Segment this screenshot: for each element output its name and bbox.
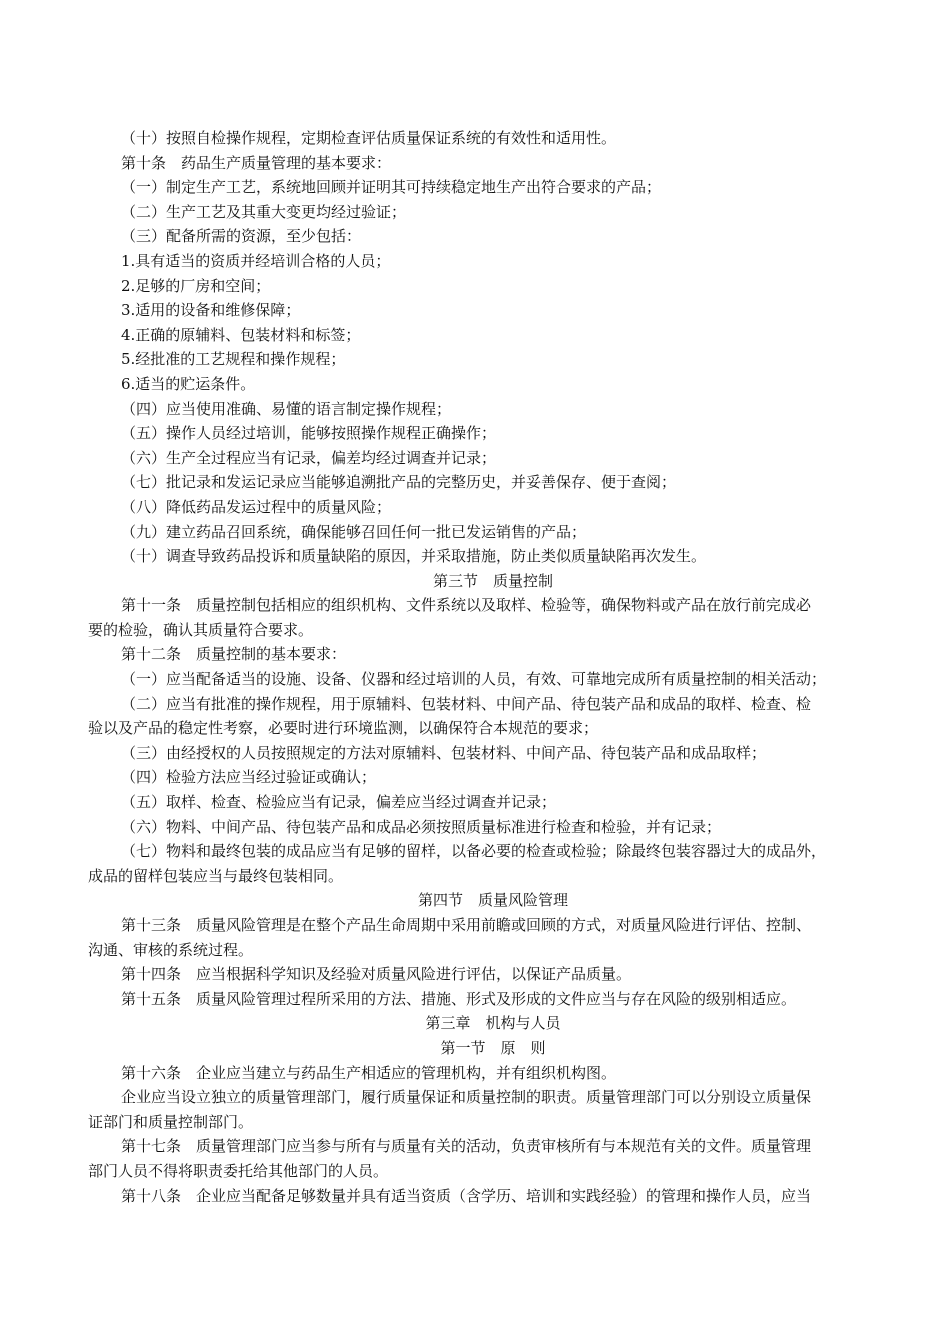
text-line: 1.具有适当的资质并经培训合格的人员； — [121, 251, 391, 270]
text-line: 证部门和质量控制部门。 — [88, 1112, 254, 1131]
text-line: 第十六条 企业应当建立与药品生产相适应的管理机构，并有组织机构图。 — [121, 1063, 617, 1082]
text-line: 第十七条 质量管理部门应当参与所有与质量有关的活动，负责审核所有与本规范有关的文件。质量管理 — [121, 1137, 812, 1156]
text-line: （五）操作人员经过培训，能够按照操作规程正确操作； — [121, 424, 497, 443]
section-heading: 第四节 质量风险管理 — [417, 891, 568, 910]
text-line: 第十二条 质量控制的基本要求： — [121, 645, 347, 664]
text-line: 沟通、审核的系统过程。 — [88, 940, 254, 959]
text-line: 第十三条 质量风险管理是在整个产品生命周期中采用前瞻或回顾的方式，对质量风险进行评估、控制、 — [121, 916, 812, 934]
text-line: 2.足够的厂房和空间； — [121, 276, 271, 295]
text-line: （一）应当配备适当的设施、设备、仪器和经过培训的人员，有效、可靠地完成所有质量控制的相关活动； — [121, 670, 827, 689]
text-line: 部门人员不得将职责委托给其他部门的人员。 — [88, 1161, 389, 1180]
text-line: 企业应当设立独立的质量管理部门，履行质量保证和质量控制的职责。质量管理部门可以分别设立质量保 — [121, 1088, 812, 1107]
text-line: （十）调查导致药品投诉和质量缺陷的原因，并采取措施，防止类似质量缺陷再次发生。 — [121, 547, 707, 566]
section-heading: 第三章 机构与人员 — [425, 1014, 561, 1033]
text-line: （八）降低药品发运过程中的质量风险； — [121, 497, 392, 516]
text-line: （十）按照自检操作规程，定期检查评估质量保证系统的有效性和适用性。 — [121, 129, 617, 147]
text-line: （九）建立药品召回系统，确保能够召回任何一批已发运销售的产品； — [121, 522, 587, 541]
text-line: 第十四条 应当根据科学知识及经验对质量风险进行评估，以保证产品质量。 — [121, 965, 632, 984]
text-line: （三）配备所需的资源，至少包括： — [121, 227, 362, 246]
text-line: 要的检验，确认其质量符合要求。 — [88, 620, 314, 639]
text-line: （二）生产工艺及其重大变更均经过验证； — [121, 202, 407, 221]
text-line: （四）检验方法应当经过验证或确认； — [121, 768, 377, 787]
text-line: （二）应当有批准的操作规程，用于原辅料、包装材料、中间产品、待包装产品和成品的取样、检查、检 — [121, 694, 812, 713]
text-line: （七）批记录和发运记录应当能够追溯批产品的完整历史，并妥善保存、便于查阅； — [121, 473, 677, 492]
document-page — [88, 126, 898, 1208]
text-line: 第十五条 质量风险管理过程所采用的方法、措施、形式及形成的文件应当与存在风险的级别相适应。 — [121, 989, 797, 1008]
text-line: 第十条 药品生产质量管理的基本要求： — [121, 153, 392, 172]
text-line: 成品的留样包装应当与最终包装相同。 — [88, 866, 344, 885]
text-line: （六）物料、中间产品、待包装产品和成品必须按照质量标准进行检查和检验，并有记录； — [121, 817, 722, 836]
text-line: （六）生产全过程应当有记录，偏差均经过调查并记录； — [121, 448, 497, 467]
text-line: 验以及产品的稳定性考察，必要时进行环境监测，以确保符合本规范的要求； — [88, 719, 599, 738]
section-heading: 第三节 质量控制 — [432, 571, 553, 590]
text-line: （五）取样、检查、检验应当有记录，偏差应当经过调查并记录； — [121, 793, 557, 812]
text-line: 6.适当的贮运条件。 — [121, 374, 256, 393]
text-line: 第十八条 企业应当配备足够数量并具有适当资质（含学历、培训和实践经验）的管理和操作人员，应当 — [121, 1186, 812, 1205]
text-line: （四）应当使用准确、易懂的语言制定操作规程； — [121, 399, 452, 418]
text-line: 第十一条 质量控制包括相应的组织机构、文件系统以及取样、检验等，确保物料或产品在放行前完成必 — [121, 596, 812, 615]
text-line: （三）由经授权的人员按照规定的方法对原辅料、包装材料、中间产品、待包装产品和成品取样； — [121, 743, 767, 762]
text-line: （一）制定生产工艺，系统地回顾并证明其可持续稳定地生产出符合要求的产品； — [121, 178, 662, 197]
text-line: 3.适用的设备和维修保障； — [121, 301, 301, 320]
text-line: 4.正确的原辅料、包装材料和标签； — [121, 325, 361, 344]
section-heading: 第一节 原 则 — [440, 1038, 546, 1057]
text-line: （七）物料和最终包装的成品应当有足够的留样，以备必要的检查或检验；除最终包装容器过大的成品外， — [121, 842, 827, 861]
text-line: 5.经批准的工艺规程和操作规程； — [121, 350, 346, 369]
